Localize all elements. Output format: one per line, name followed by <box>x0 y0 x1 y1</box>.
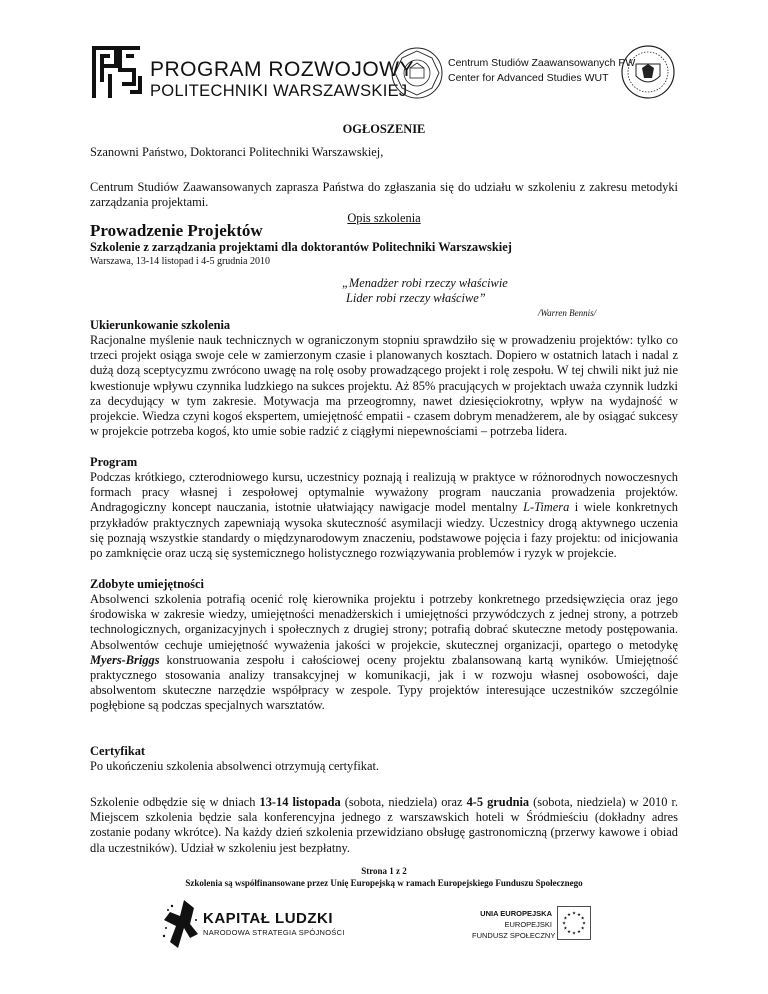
myers-briggs-emphasis: Myers-Briggs <box>90 652 160 667</box>
ltimer-emphasis: L-Timera <box>523 500 570 515</box>
eu-star-icon: ★ <box>580 925 585 931</box>
intro-paragraph: Centrum Studiów Zaawansowanych zaprasza Państwa do zgłaszania się do udziału w szkoleniu z zakresu metodyki zarządzania projektami. <box>90 180 678 210</box>
eu-star-icon: ★ <box>581 920 587 926</box>
section-heading-program: Program <box>90 455 138 469</box>
course-subtitle: Szkolenie z zarządzania projektami dla doktorantów Politechniki Warszawskiej <box>90 240 512 254</box>
eu-star-icon: ★ <box>576 929 582 935</box>
eu-star-icon: ★ <box>580 915 585 921</box>
section-heading-skills: Zdobyte umiejętności <box>90 577 204 591</box>
csz-name-en: Center for Advanced Studies WUT <box>448 72 609 84</box>
csz-seal-logo <box>390 46 444 100</box>
prw-title-line1: PROGRAM ROZWOJOWY <box>150 58 414 81</box>
funding-note: Szkolenia są współfinansowane przez Unię Europejską w ramach Europejskiego Funduszu Społecznego <box>185 878 583 888</box>
section-body-focus: Racjonalne myślenie nauk technicznych w ograniczonym stopniu sprawdziło się w prowadzeniu projektów: tylko co trzeci projekt osiąga swoje cele w zamierzonym czasie i planowanych kosztach. Dopiero w ostatnich latach i nadal z dużą dozą sceptycyzmu zwrócono uwagę na rolę osoby prowadzącego projekt i rolę zespołu. W tej chwili nikt już nie kwestionuje wpływu czynnika ludzkiego na sukces projektu. Aż 85% pracujących w projektach uważa czynnik ludzki za decydujący w tym zakresie. Motywacja ma przeogromny, nawet dziesięciokrotny, wpływ na wydajność w projekcie. Wiedza czyni kogoś ekspertem, umiejętność empatii - czasem dobrym menadżerem, ale by osiągać sukcesy w projekcie potrzeba kogoś, kto umie sobie radzić z ciągłymi niepewnościami – potrzeba lidera. <box>90 333 678 439</box>
eu-star-icon: ★ <box>576 911 582 917</box>
section-heading-certificate: Certyfikat <box>90 744 146 758</box>
program-rozwojowy-logo-mark <box>90 44 144 102</box>
schedule-paragraph: Szkolenie odbędzie się w dniach 13-14 listopada (sobota, niedziela) oraz 4-5 grudnia (sobota, niedziela) w 2010 r. Miejscem szkolenia będzie sala konferencyjna jednego z warszawskich hoteli w Śródmieściu (dokładny adres zostanie podany wkrótce). Na każdy dzień szkolenia przewidziano obsługę gastronomiczną (przerwy kawowe i obiad dla uczestników). Udział w szkoleniu jest bezpłatny. <box>90 795 678 855</box>
course-date-place: Warszawa, 13-14 listopad i 4-5 grudnia 2010 <box>90 256 270 267</box>
eu-star-icon: ★ <box>563 915 568 921</box>
section-body-skills: Absolwenci szkolenia potrafią ocenić rolę kierownika projektu i potrzeby konkretnego przedsięwzięcia oraz jego środowiska w zakresie wiedzy, umiejętności menadżerskich i umiejętności przywódczych z jednej strony, a potrzeb technologicznych, organizacyjnych i społecznych z drugiej strony; potrafią dobrać skuteczne metody postępowania. Absolwentów cechuje umiejętność wyważenia jakości w projekcie, skutecznej organizacji, opartego o metodykę Myers-Briggs konstruowania zespołu i całościowej oceny projektu zbalansowaną kartą wyników. Umiejętność praktycznego stosowania analizy transakcyjnej w komunikacji, jak i w rozwoju własnej osobowości, daje absolwentom skuteczne narzędzie współpracy w zespole. Typy projektów interesujące uczestników szczególnie pogłębione są podczas specjalnych warsztatów. <box>90 592 678 713</box>
eu-flag-icon <box>557 906 591 940</box>
eu-star-icon: ★ <box>561 920 567 926</box>
course-title: Prowadzenie Projektów <box>90 221 263 240</box>
kapital-ludzki-logo-mark <box>160 898 200 950</box>
kapital-ludzki-subtitle: NARODOWA STRATEGIA SPÓJNOŚCI <box>203 928 345 937</box>
greeting-text: Szanowni Państwo, Doktoranci Politechniki Warszawskiej, <box>90 145 384 159</box>
quote-line-2: Lider robi rzeczy właściwe” <box>346 291 486 305</box>
section-body-program: Podczas krótkiego, czterodniowego kursu, uczestnicy poznają i realizują w praktyce w różnorodnych nowoczesnych formach pracy własnej i zespołowej optymalnie wyważony program nauczania prowadzenia projektów. Andragogiczny koncept nauczania, istotnie ułatwiający nawigacje model mentalny L-Timera i wiele konkretnych przykładów praktycznych zapewniają wysoka skuteczność asymilacji wiedzy. Uczestnicy drogą aktywnego uczenia się poznają wszystkie standardy o międzynarodowym znaczeniu, podstawowe pojęcia i fazy projektu: od inicjowania po zamknięcie oraz uczą się systemicznego holistycznego rozwiązywania problemów i ryzyk w projekcie. <box>90 470 678 561</box>
prw-title-line2: POLITECHNIKI WARSZAWSKIEJ <box>150 82 408 100</box>
announcement-heading: OGŁOSZENIE <box>342 122 426 136</box>
eu-star-icon: ★ <box>571 910 577 916</box>
eu-star-icon: ★ <box>563 925 568 931</box>
politechnika-seal-logo <box>620 44 676 100</box>
eu-label-1: UNIA EUROPEJSKA <box>480 909 552 918</box>
eu-star-icon: ★ <box>566 929 572 935</box>
date-december: 4-5 grudnia <box>466 795 530 809</box>
section-body-certificate: Po ukończeniu szkolenia absolwenci otrzymują certyfikat. <box>90 759 380 773</box>
eu-label-2: EUROPEJSKI <box>504 920 552 929</box>
eu-star-icon: ★ <box>571 930 577 936</box>
quote-line-1: „Menadżer robi rzeczy właściwie <box>342 276 508 290</box>
section-heading-focus: Ukierunkowanie szkolenia <box>90 318 231 332</box>
page-number: Strona 1 z 2 <box>361 866 407 876</box>
csz-name-pl: Centrum Studiów Zaawansowanych PW <box>448 57 636 69</box>
eu-star-icon: ★ <box>566 911 572 917</box>
kapital-ludzki-title: KAPITAŁ LUDZKI <box>203 910 334 927</box>
quote-author: /Warren Bennis/ <box>538 308 597 318</box>
eu-label-3: FUNDUSZ SPOŁECZNY <box>472 931 556 940</box>
course-description-label: Opis szkolenia <box>347 211 421 225</box>
date-november: 13-14 listopada <box>259 795 341 809</box>
